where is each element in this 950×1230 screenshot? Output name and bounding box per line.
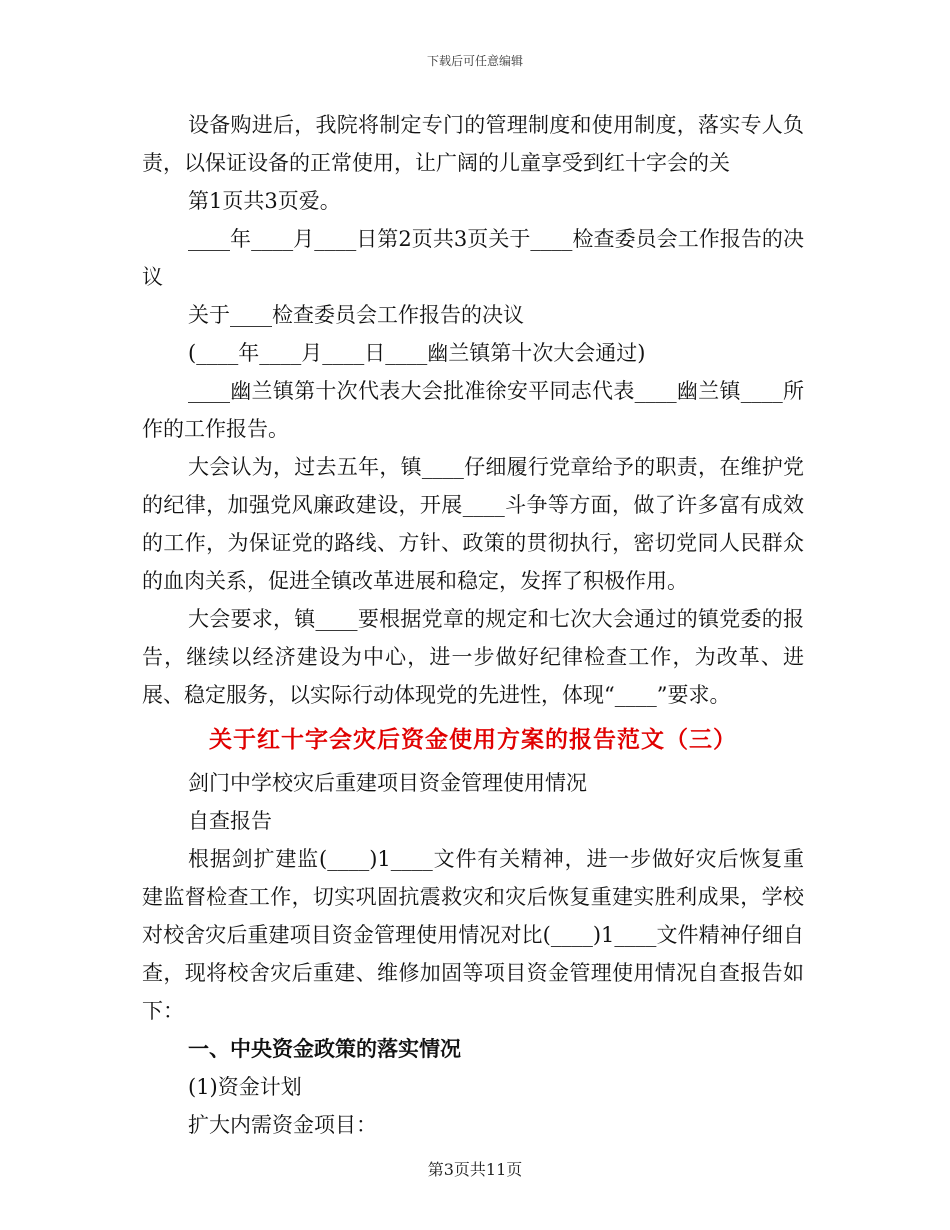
paragraph-1: 设备购进后，我院将制定专门的管理制度和使用制度，落实专人负责，以保证设备的正常使用，让广阔的儿童享受到红十字会的关 bbox=[142, 113, 804, 175]
paragraph-6: ____幽兰镇第十次代表大会批准徐安平同志代表____幽兰镇____所作的工作报告。 bbox=[142, 379, 804, 441]
list-item-1: (1)资金计划 bbox=[188, 1075, 302, 1099]
heading-1: 一、中央资金政策的落实情况 bbox=[188, 1036, 461, 1061]
paragraph-9: 剑门中学校灾后重建项目资金管理使用情况 bbox=[188, 771, 587, 795]
paragraph-10: 自查报告 bbox=[188, 809, 272, 833]
document-body bbox=[142, 106, 804, 1144]
paragraph-11: 根据剑扩建监(____)1____文件有关精神，进一步做好灾后恢复重建监督检查工作，切实巩固抗震救灾和灾后恢复重建实胜利成果，学校对校舍灾后重建项目资金管理使用情况对比(____)1____文件精神仔细自查，现将校舍灾后重建、维修加固等项目资金管理使用情况自查报告如下： bbox=[142, 847, 804, 1023]
section-title: 关于红十字会灾后资金使用方案的报告范文（三） bbox=[209, 726, 737, 753]
paragraph-4: 关于____检查委员会工作报告的决议 bbox=[188, 303, 524, 327]
paragraph-8: 大会要求，镇____要根据党章的规定和七次大会通过的镇党委的报告，继续以经济建设为中心，进一步做好纪律检查工作，为改革、进展、稳定服务，以实际行动体现党的先进性，体现“____”要求。 bbox=[142, 607, 804, 707]
page-header: 下载后可任意编辑 bbox=[426, 54, 523, 68]
page-footer: 第3页共11页 bbox=[427, 1160, 523, 1179]
paragraph-2: 第1页共3页爱。 bbox=[188, 189, 341, 213]
paragraph-5: (____年____月____日____幽兰镇第十次大会通过) bbox=[188, 341, 646, 365]
paragraph-12: 扩大内需资金项目： bbox=[188, 1113, 377, 1137]
paragraph-7: 大会认为，过去五年，镇____仔细履行党章给予的职责，在维护党的纪律，加强党风廉政建设，开展____斗争等方面，做了许多富有成效的工作，为保证党的路线、方针、政策的贯彻执行，密切党同人民群众的血肉关系，促进全镇改革进展和稳定，发挥了积极作用。 bbox=[142, 455, 804, 593]
paragraph-3: ____年____月____日第2页共3页关于____检查委员会工作报告的决议 bbox=[142, 227, 804, 289]
